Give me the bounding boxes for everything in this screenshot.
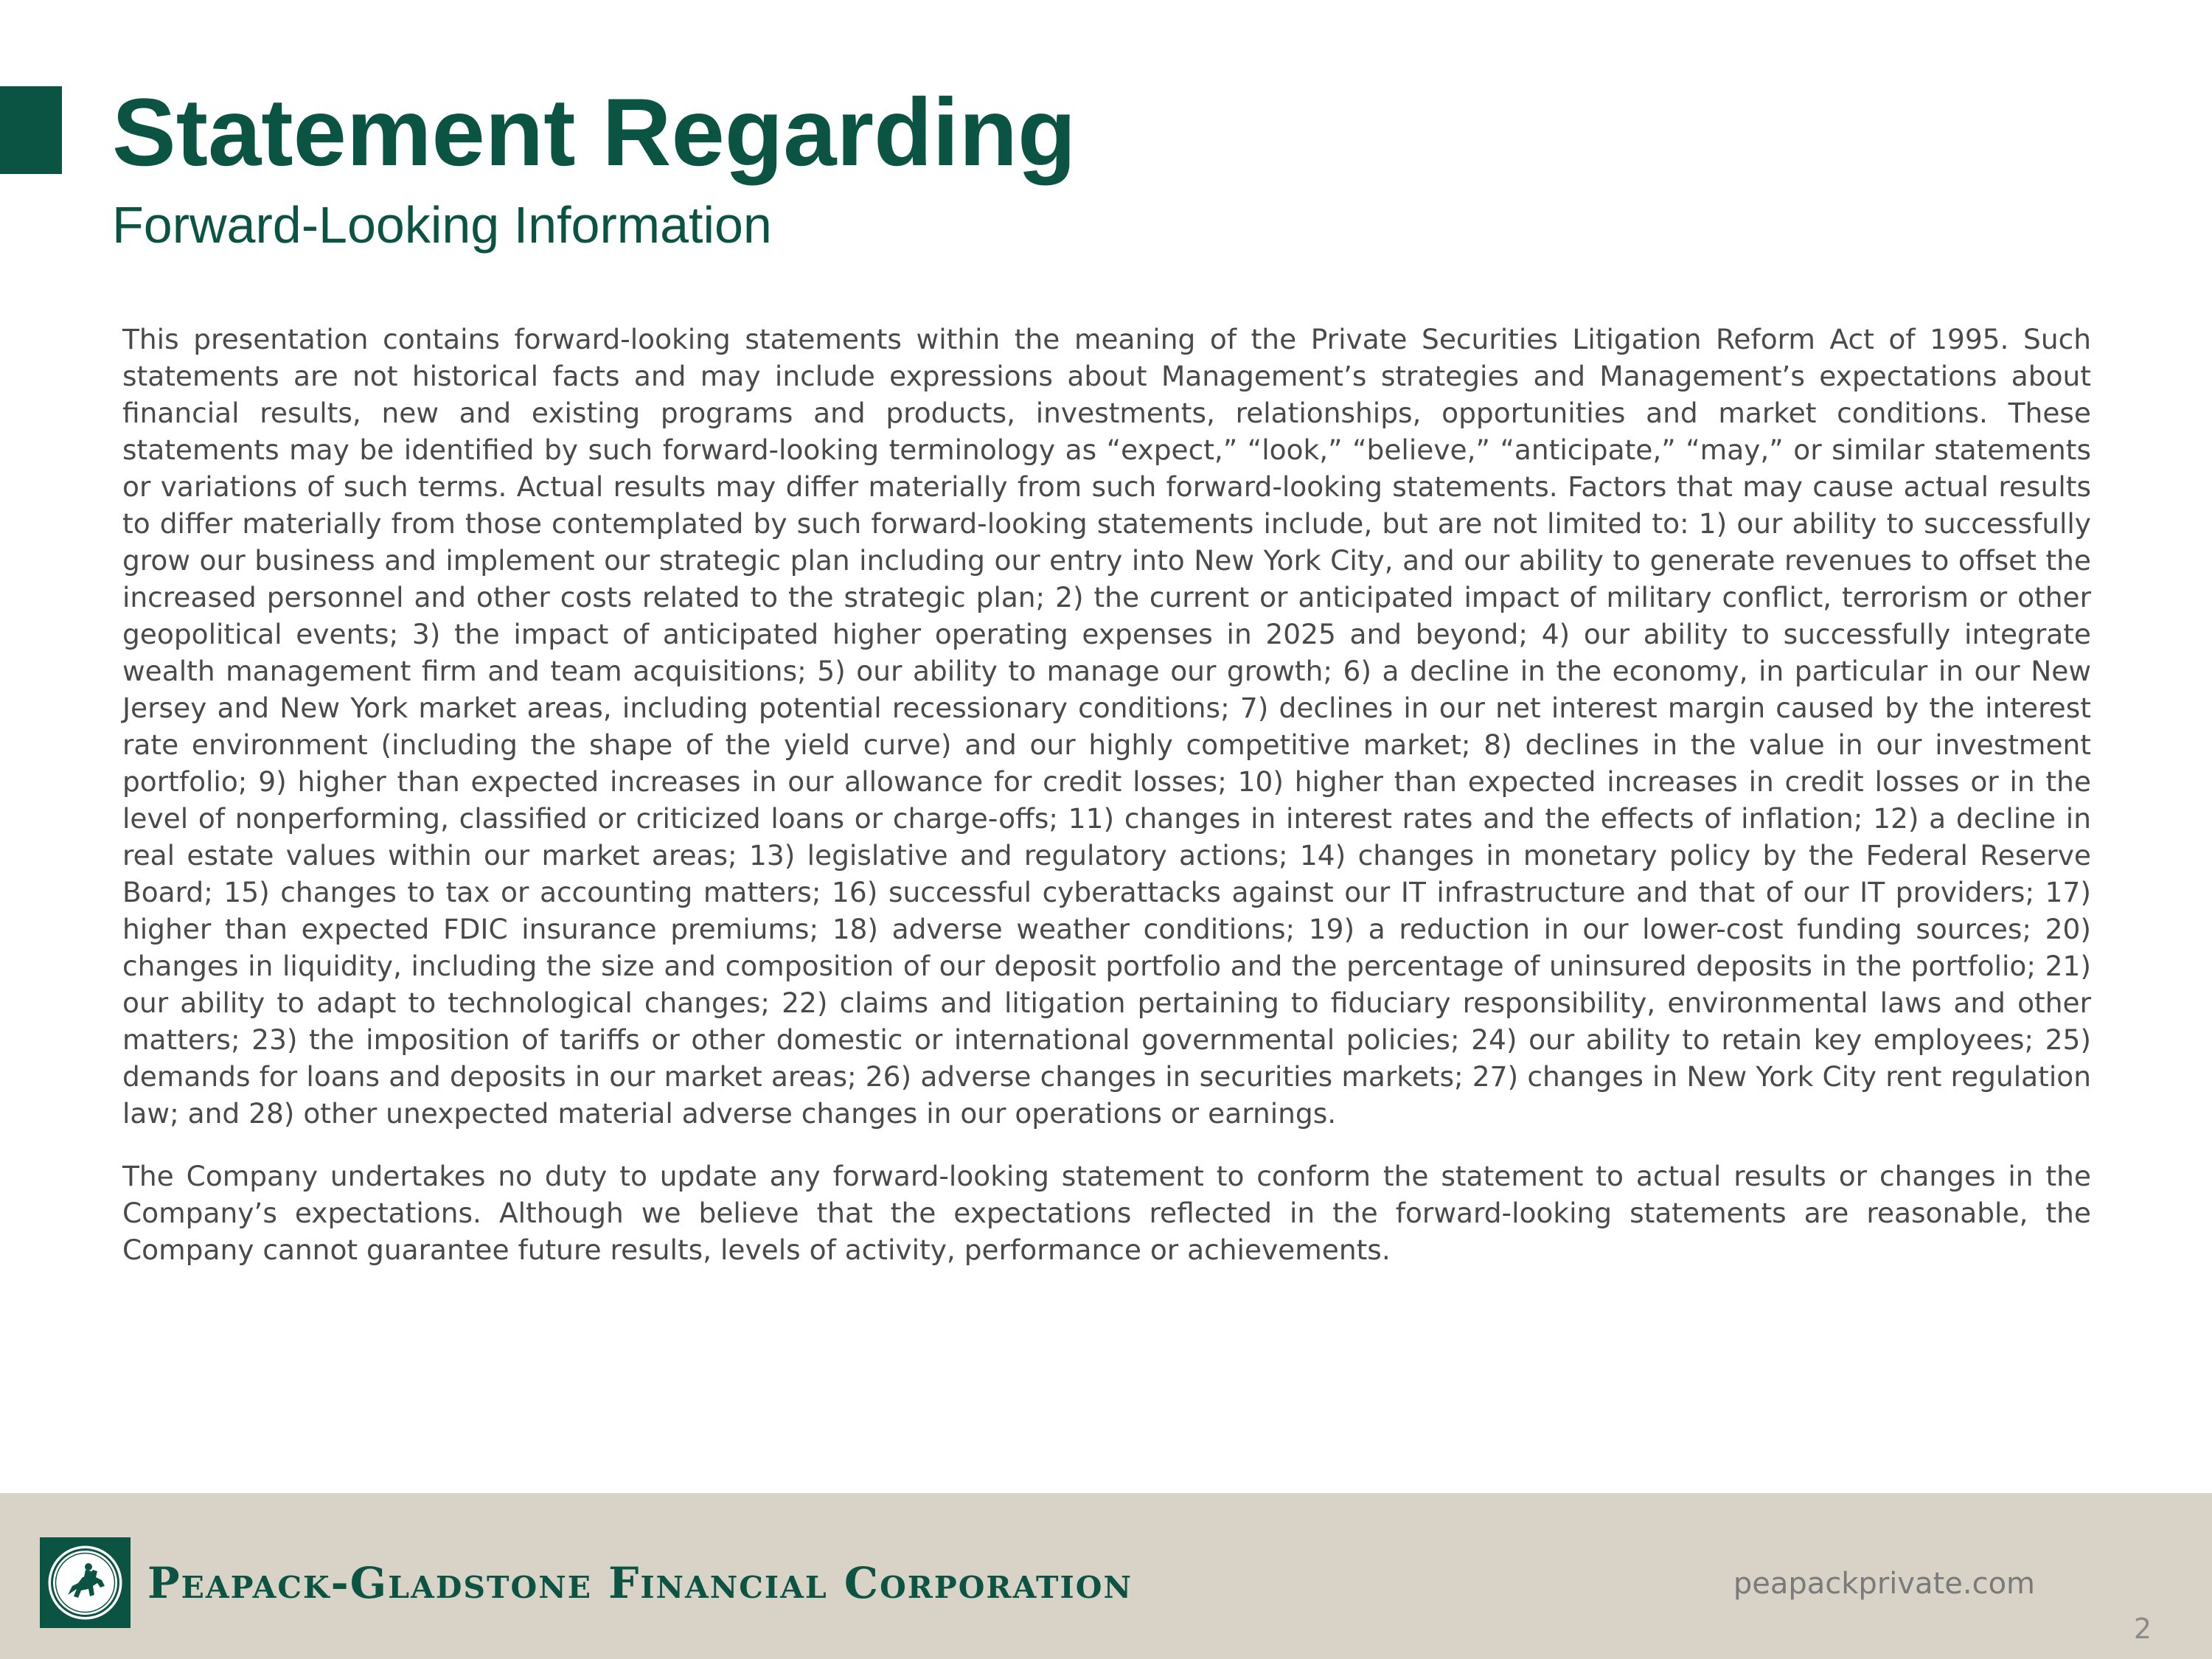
company-logo [40,1537,131,1628]
disclaimer-paragraph-2: The Company undertakes no duty to update any forward-looking statement to conform the statement to actual results or changes in the Company’s expectations. Although we believe that the expectations reflected in the forward-looking statements are reasonable, the Company cannot guarantee future results, levels of activity, performance or achievements. [122,1160,2091,1266]
website-link[interactable]: peapackprivate.com [1733,1567,2035,1601]
horse-rider-seal-icon [40,1537,131,1628]
page-number: 2 [2133,1613,2152,1645]
company-name: Peapack-Gladstone Financial Corporation [147,1558,1133,1608]
page-subtitle: Forward-Looking Information [112,196,772,254]
page-title: Statement Regarding [112,78,1077,186]
title-accent-bar [0,86,62,174]
disclaimer-body [122,321,2091,1268]
disclaimer-paragraph-1: This presentation contains forward-looking statements within the meaning of the Private Securities Litigation Reform Act of 1995. Such statements are not historical facts and may include expressions about Management’s strategies and Management’s expectations about financial results, new and existing programs and products, investments, relationships, opportunities and market conditions. These statements may be identified by such forward-looking terminology as “expect,” “look,” “believe,” “anticipate,” “may,” or similar statements or variations of such terms. Actual results may differ materially from such forward-looking statements. Factors that may cause actual results to differ materially from those contemplated by such forward-looking statements include, but are not limited to: 1) our ability to successfully grow our business and implement our strategic plan including our entry into New York City, and our ability to generate revenues to offset the increased personnel and other costs related to the strategic plan; 2) the current or anticipated impact of military conflict, terrorism or other geopolitical events; 3) the impact of anticipated higher operating expenses in 2025 and beyond; 4) our ability to successfully integrate wealth management firm and team acquisitions; 5) our ability to manage our growth; 6) a decline in the economy, in particular in our New Jersey and New York market areas, including potential recessionary conditions; 7) declines in our net interest margin caused by the interest rate environment (including the shape of the yield curve) and our highly competitive market; 8) declines in the value in our investment portfolio; 9) higher than expected increases in our allowance for credit losses; 10) higher than expected increases in credit losses or in the level of nonperforming, classified or criticized loans or charge-offs; 11) changes in interest rates and the effects of inflation; 12) a decline in real estate values within our market areas; 13) legislative and regulatory actions; 14) changes in monetary policy by the Federal Reserve Board; 15) changes to tax or accounting matters; 16) successful cyberattacks against our IT infrastructure and that of our IT providers; 17) higher than expected FDIC insurance premiums; 18) adverse weather conditions; 19) a reduction in our lower-cost funding sources; 20) changes in liquidity, including the size and composition of our deposit portfolio and the percentage of uninsured deposits in the portfolio; 21) our ability to adapt to technological changes; 22) claims and litigation pertaining to fiduciary responsibility, environmental laws and other matters; 23) the imposition of tariffs or other domestic or international governmental policies; 24) our ability to retain key employees; 25) demands for loans and deposits in our market areas; 26) adverse changes in securities markets; 27) changes in New York City rent regulation law; and 28) other unexpected material adverse changes in our operations or earnings. [122,323,2091,1130]
